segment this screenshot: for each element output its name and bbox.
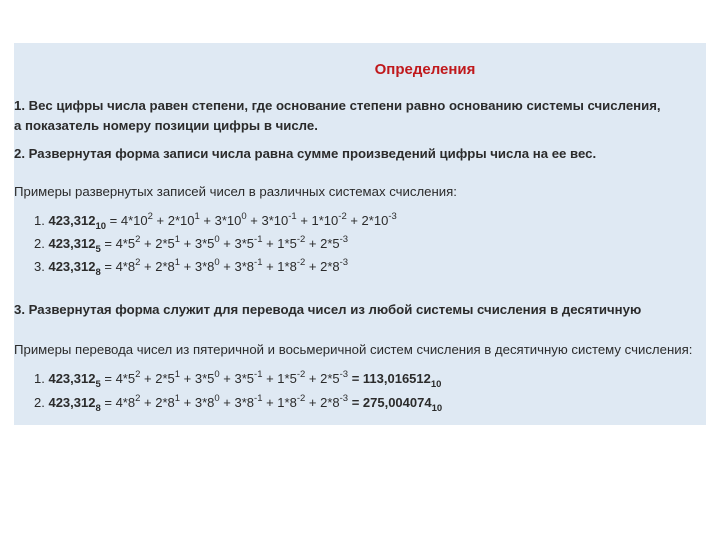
term: + 3*10 bbox=[199, 213, 242, 228]
term: + 3*10 bbox=[246, 213, 289, 228]
base-subscript: 10 bbox=[95, 221, 107, 232]
row-prefix: 2. bbox=[34, 236, 49, 251]
term: + 3*5 bbox=[180, 371, 215, 386]
conversion-row bbox=[34, 393, 443, 414]
term: + 2*5 bbox=[305, 371, 340, 386]
number: 423,312 bbox=[48, 236, 96, 251]
exponent: 1 bbox=[174, 234, 181, 245]
exponent: -3 bbox=[339, 257, 349, 268]
term: + 2*5 bbox=[305, 236, 340, 251]
term: + 2*5 bbox=[140, 236, 175, 251]
expansion-row bbox=[34, 211, 397, 232]
result: = 113,016512 bbox=[348, 371, 431, 386]
exponent: 1 bbox=[174, 369, 181, 380]
term: + 1*10 bbox=[296, 213, 339, 228]
exponent: -1 bbox=[254, 393, 263, 404]
exponent: -3 bbox=[339, 234, 349, 245]
number: 423,312 bbox=[48, 259, 96, 274]
definition-1-line-1: 1. Вес цифры числа равен степени, где основание степени равно основанию системы счисления, bbox=[14, 98, 661, 113]
exponent: 0 bbox=[214, 234, 220, 245]
expansion-row bbox=[34, 234, 349, 255]
row-prefix: 1. bbox=[34, 213, 49, 228]
term: + 2*5 bbox=[140, 371, 175, 386]
exponent: 2 bbox=[135, 257, 141, 268]
exponent: 2 bbox=[135, 369, 141, 380]
term: + 2*10 bbox=[346, 213, 389, 228]
base-subscript: 5 bbox=[95, 379, 101, 390]
exponent: 0 bbox=[214, 257, 220, 268]
term: = 4*10 bbox=[106, 213, 148, 228]
term: + 1*5 bbox=[262, 371, 297, 386]
exponent: -3 bbox=[388, 211, 397, 222]
term: + 3*5 bbox=[219, 371, 255, 386]
exponent: 0 bbox=[214, 369, 220, 380]
term: + 3*8 bbox=[219, 395, 255, 410]
base-subscript: 8 bbox=[95, 267, 101, 278]
number: 423,312 bbox=[48, 395, 96, 410]
exponent: -2 bbox=[338, 211, 347, 222]
term: + 3*5 bbox=[219, 236, 255, 251]
slide-panel bbox=[14, 43, 706, 425]
term: + 3*5 bbox=[180, 236, 215, 251]
slide-title: Определения bbox=[374, 61, 476, 78]
number: 423,312 bbox=[48, 371, 96, 386]
term: = 4*5 bbox=[100, 236, 136, 251]
base-subscript: 5 bbox=[95, 244, 101, 255]
term: = 4*5 bbox=[100, 371, 136, 386]
exponent: -2 bbox=[296, 234, 306, 245]
exponent: 0 bbox=[241, 211, 247, 222]
term: + 3*8 bbox=[180, 259, 215, 274]
term: = 4*8 bbox=[100, 395, 136, 410]
row-prefix: 3. bbox=[34, 259, 49, 274]
term: + 1*5 bbox=[262, 236, 297, 251]
exponent: 1 bbox=[194, 211, 200, 222]
result-base: 10 bbox=[431, 403, 443, 414]
term: + 3*8 bbox=[219, 259, 255, 274]
exponent: 2 bbox=[147, 211, 153, 222]
exponent: -3 bbox=[339, 369, 349, 380]
conversion-row bbox=[34, 369, 442, 390]
definition-1-line-2: а показатель номеру позиции цифры в числе. bbox=[14, 118, 318, 133]
row-prefix: 2. bbox=[34, 395, 49, 410]
base-subscript: 8 bbox=[95, 403, 101, 414]
exponent: 2 bbox=[135, 234, 141, 245]
term: + 2*8 bbox=[305, 395, 340, 410]
expansion-row bbox=[34, 257, 349, 278]
exponent: 1 bbox=[174, 393, 181, 404]
term: + 1*8 bbox=[262, 259, 297, 274]
result-base: 10 bbox=[430, 379, 442, 390]
examples-intro: Примеры развернутых записей чисел в различных системах счисления: bbox=[14, 184, 457, 199]
exponent: 1 bbox=[174, 257, 181, 268]
exponent: -3 bbox=[339, 393, 349, 404]
term: = 4*8 bbox=[100, 259, 136, 274]
exponent: 2 bbox=[135, 393, 141, 404]
term: + 2*10 bbox=[152, 213, 195, 228]
definition-3: 3. Развернутая форма служит для перевода чисел из любой системы счисления в десятичную bbox=[14, 302, 642, 317]
conversion-intro: Примеры перевода чисел из пятеричной и восьмеричной систем счисления в десятичную систему счисления: bbox=[14, 342, 693, 357]
row-prefix: 1. bbox=[34, 371, 49, 386]
term: + 2*8 bbox=[140, 259, 175, 274]
exponent: -1 bbox=[254, 257, 263, 268]
term: + 1*8 bbox=[262, 395, 297, 410]
term: + 2*8 bbox=[305, 259, 340, 274]
exponent: -1 bbox=[254, 234, 263, 245]
exponent: -1 bbox=[254, 369, 263, 380]
exponent: -2 bbox=[296, 257, 306, 268]
result: = 275,004074 bbox=[348, 395, 432, 410]
term: + 3*8 bbox=[180, 395, 215, 410]
exponent: -2 bbox=[296, 393, 306, 404]
definition-2: 2. Развернутая форма записи числа равна сумме произведений цифры числа на ее вес. bbox=[14, 146, 597, 161]
term: + 2*8 bbox=[140, 395, 175, 410]
exponent: -2 bbox=[296, 369, 306, 380]
exponent: 0 bbox=[214, 393, 220, 404]
number: 423,312 bbox=[48, 213, 96, 228]
exponent: -1 bbox=[288, 211, 297, 222]
